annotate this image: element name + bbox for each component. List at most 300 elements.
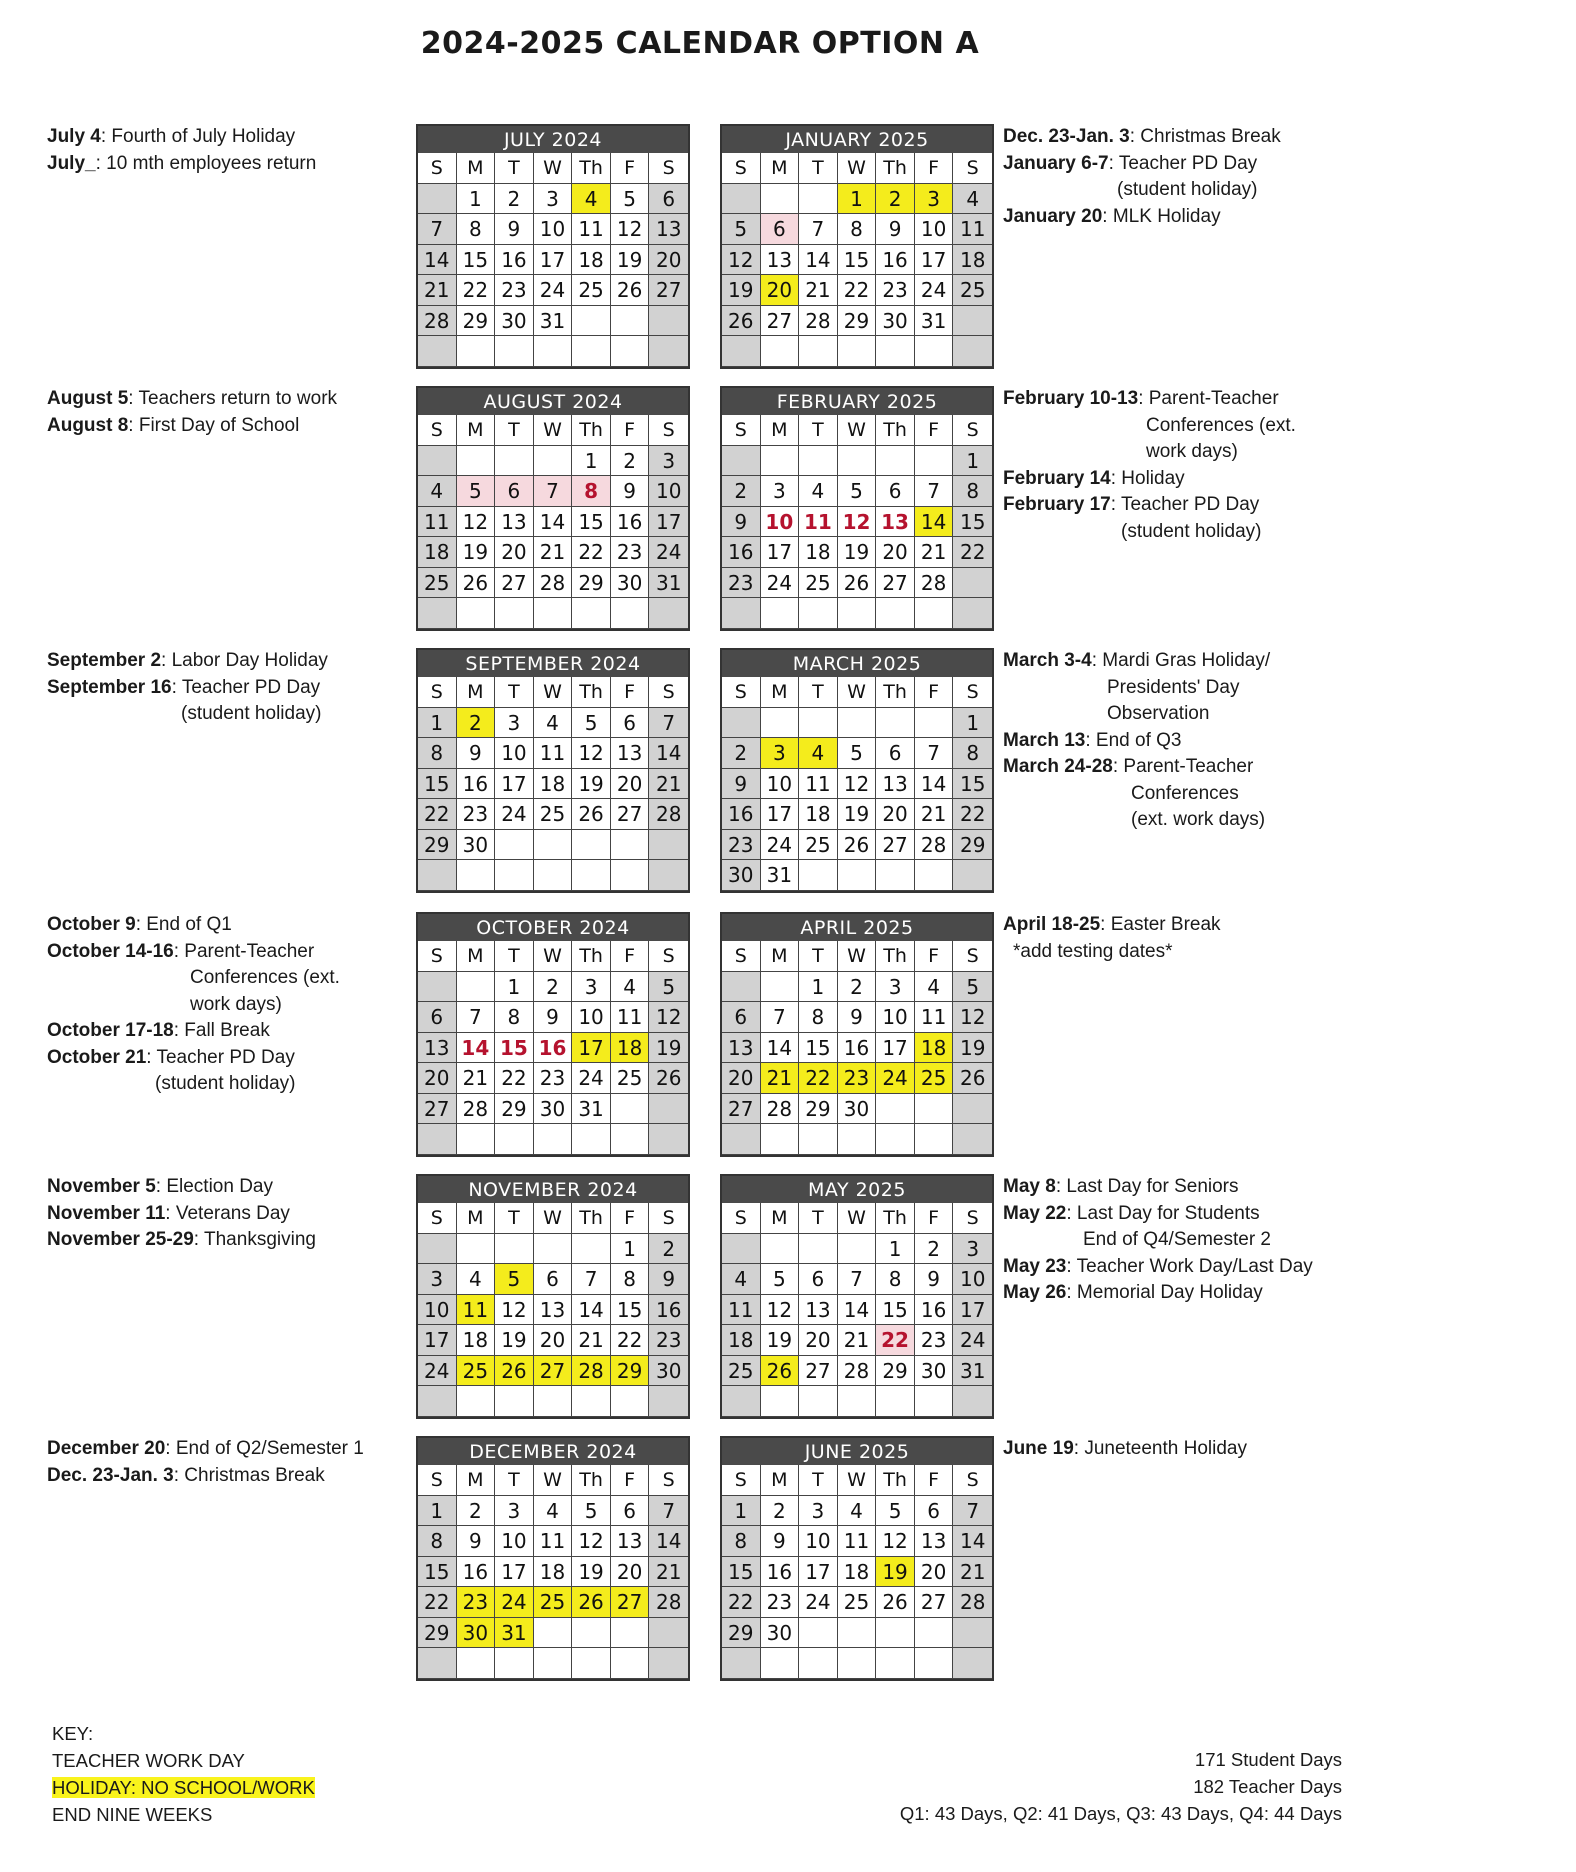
empty-cell: [761, 336, 800, 367]
day-cell: 20: [876, 799, 915, 830]
day-cell: 15: [611, 1295, 650, 1326]
day-cell: 17: [915, 245, 954, 276]
day-cell: 9: [876, 214, 915, 245]
month-calendar: [416, 124, 690, 369]
event-date: October 17-18: [47, 1020, 174, 1041]
event-date: December 20: [47, 1438, 166, 1459]
day-cell: 18: [838, 1557, 877, 1588]
event-note: [1003, 466, 1403, 493]
day-cell: 1: [876, 1234, 915, 1265]
event-note: [1003, 1436, 1403, 1463]
event-note-continuation: Conferences (ext.: [1146, 414, 1296, 436]
weekday-header: T: [495, 677, 534, 708]
day-cell: 2: [838, 972, 877, 1003]
day-cell: 15: [457, 245, 496, 276]
weekday-header: Th: [572, 1465, 611, 1496]
event-note-continuation: (student holiday): [1121, 520, 1262, 542]
weekday-header: T: [799, 153, 838, 184]
event-text: : End of Q2/Semester 1: [165, 1438, 364, 1459]
empty-cell: [953, 1648, 992, 1679]
empty-cell: [495, 1124, 534, 1155]
day-cell: 31: [495, 1618, 534, 1649]
day-cell: 10: [761, 769, 800, 800]
day-cell: 28: [457, 1094, 496, 1125]
day-cell: 27: [761, 306, 800, 337]
day-cell: 4: [611, 972, 650, 1003]
event-note-continuation: (student holiday): [1117, 179, 1258, 200]
day-cell: 15: [572, 507, 611, 538]
event-note: [47, 675, 407, 702]
right-event-notes: [1003, 1174, 1403, 1307]
day-cell: 13: [876, 507, 915, 538]
day-cell: 21: [953, 1557, 992, 1588]
empty-cell: [722, 1386, 761, 1417]
day-cell: 8: [418, 738, 457, 769]
event-note-continuation: Conferences (ext.: [190, 967, 340, 988]
day-cell: 31: [915, 306, 954, 337]
day-cell: 5: [953, 972, 992, 1003]
day-cell: 10: [953, 1264, 992, 1295]
event-note: [47, 413, 407, 440]
day-cell: 28: [649, 1587, 688, 1618]
day-cell: 2: [876, 184, 915, 215]
page-title: 2024-2025 CALENDAR OPTION A: [420, 26, 980, 61]
day-cell: 16: [649, 1295, 688, 1326]
day-cell: 21: [838, 1325, 877, 1356]
empty-cell: [611, 306, 650, 337]
weekday-header: M: [761, 677, 800, 708]
day-cell: 28: [418, 306, 457, 337]
event-date: May 23: [1003, 1255, 1067, 1277]
day-cell: 5: [495, 1264, 534, 1295]
weekday-header: F: [915, 415, 954, 446]
empty-cell: [799, 1386, 838, 1417]
day-cell: 11: [953, 214, 992, 245]
empty-cell: [838, 708, 877, 739]
empty-cell: [799, 860, 838, 891]
day-cell: 19: [495, 1325, 534, 1356]
day-cell: 7: [534, 476, 573, 507]
day-cell: 9: [534, 1002, 573, 1033]
month-calendar: [416, 1436, 690, 1681]
empty-cell: [799, 184, 838, 215]
empty-cell: [534, 446, 573, 477]
day-cell: 19: [838, 537, 877, 568]
day-cell: 12: [838, 507, 877, 538]
month-calendar: [416, 386, 690, 631]
day-cell: 22: [953, 799, 992, 830]
event-text: : Election Day: [155, 1176, 274, 1197]
empty-cell: [761, 598, 800, 629]
event-note: [1003, 1280, 1403, 1307]
day-cell: 14: [649, 738, 688, 769]
weekday-header: T: [799, 677, 838, 708]
weekday-header: M: [457, 415, 496, 446]
empty-cell: [838, 1618, 877, 1649]
day-cell: 22: [876, 1325, 915, 1356]
event-date: March 13: [1003, 729, 1086, 751]
day-cell: 9: [722, 769, 761, 800]
day-cell: 16: [722, 799, 761, 830]
day-cell: 17: [572, 1033, 611, 1064]
day-cell: 12: [876, 1526, 915, 1557]
calendar-row: [0, 1436, 1576, 1686]
day-cell: 24: [953, 1325, 992, 1356]
empty-cell: [572, 336, 611, 367]
day-cell: 19: [457, 537, 496, 568]
empty-cell: [799, 446, 838, 477]
event-note-continuation: End of Q4/Semester 2: [1083, 1229, 1271, 1250]
day-cell: 21: [649, 769, 688, 800]
empty-cell: [915, 1094, 954, 1125]
day-cell: 15: [495, 1033, 534, 1064]
empty-cell: [953, 1618, 992, 1649]
day-cell: 27: [611, 1587, 650, 1618]
day-cell: 16: [722, 537, 761, 568]
day-cell: 22: [418, 1587, 457, 1618]
day-cell: 11: [534, 738, 573, 769]
weekday-header: T: [495, 941, 534, 972]
day-cell: 18: [457, 1325, 496, 1356]
event-text: : Parent-Teacher: [1138, 388, 1279, 409]
day-cell: 1: [722, 1496, 761, 1527]
day-cell: 13: [915, 1526, 954, 1557]
day-cell: 6: [722, 1002, 761, 1033]
month-calendar: [720, 1436, 994, 1681]
event-text: : Memorial Day Holiday: [1066, 1282, 1263, 1303]
day-cell: 4: [418, 476, 457, 507]
month-calendar: [720, 386, 994, 631]
empty-cell: [722, 1124, 761, 1155]
day-cell: 31: [761, 860, 800, 891]
event-text: : Teacher Work Day/Last Day: [1066, 1255, 1313, 1277]
day-cell: 1: [611, 1234, 650, 1265]
empty-cell: [495, 1648, 534, 1679]
event-note: [1003, 204, 1403, 231]
event-text: : Last Day for Seniors: [1055, 1176, 1239, 1197]
day-cell: 14: [418, 245, 457, 276]
empty-cell: [838, 1648, 877, 1679]
day-cell: 17: [761, 537, 800, 568]
day-cell: 23: [611, 537, 650, 568]
day-cell: 16: [761, 1557, 800, 1588]
empty-cell: [953, 306, 992, 337]
day-cell: 17: [876, 1033, 915, 1064]
event-date: November 5: [47, 1176, 156, 1197]
day-cell: 8: [572, 476, 611, 507]
day-cell: 26: [611, 275, 650, 306]
day-cell: 5: [722, 214, 761, 245]
month-title: OCTOBER 2024: [418, 914, 688, 941]
day-cell: 8: [953, 476, 992, 507]
day-cell: 29: [838, 306, 877, 337]
day-cell: 10: [572, 1002, 611, 1033]
left-event-notes: [47, 648, 407, 728]
empty-cell: [876, 1618, 915, 1649]
day-cell: 25: [534, 1587, 573, 1618]
weekday-header: S: [649, 677, 688, 708]
event-date: January 20: [1003, 205, 1103, 227]
day-cell: 7: [761, 1002, 800, 1033]
event-note: [47, 648, 407, 675]
day-cell: 16: [457, 1557, 496, 1588]
event-date: February 14: [1003, 467, 1111, 489]
month-calendar: [416, 648, 690, 893]
day-cell: 14: [761, 1033, 800, 1064]
day-cell: 30: [876, 306, 915, 337]
empty-cell: [915, 708, 954, 739]
event-note: [47, 1201, 407, 1228]
empty-cell: [611, 1094, 650, 1125]
day-cell: 20: [649, 245, 688, 276]
empty-cell: [953, 336, 992, 367]
left-event-notes: [47, 912, 407, 1098]
day-cell: 24: [799, 1587, 838, 1618]
event-date: February 10-13: [1003, 388, 1139, 409]
day-cell: 12: [649, 1002, 688, 1033]
day-cell: 31: [534, 306, 573, 337]
event-note: [1003, 1254, 1403, 1281]
day-cell: 13: [495, 507, 534, 538]
day-cell: 29: [722, 1618, 761, 1649]
event-date: August 8: [47, 414, 129, 436]
day-cell: 28: [649, 799, 688, 830]
empty-cell: [534, 1618, 573, 1649]
empty-cell: [838, 598, 877, 629]
weekday-header: W: [534, 677, 573, 708]
day-cell: 4: [799, 476, 838, 507]
day-cell: 29: [876, 1356, 915, 1387]
weekday-header: M: [457, 941, 496, 972]
event-text: : End of Q3: [1085, 729, 1182, 751]
day-cell: 10: [799, 1526, 838, 1557]
day-cell: 23: [876, 275, 915, 306]
empty-cell: [457, 860, 496, 891]
empty-cell: [534, 860, 573, 891]
weekday-header: S: [722, 677, 761, 708]
empty-cell: [572, 1234, 611, 1265]
empty-cell: [611, 1386, 650, 1417]
day-cell: 25: [611, 1063, 650, 1094]
empty-cell: [722, 598, 761, 629]
day-cell: 2: [495, 184, 534, 215]
day-cell: 24: [761, 830, 800, 861]
day-cell: 26: [572, 1587, 611, 1618]
empty-cell: [761, 972, 800, 1003]
weekday-header: Th: [876, 415, 915, 446]
day-cell: 22: [838, 275, 877, 306]
event-text: : Holiday: [1110, 467, 1185, 489]
day-cell: 2: [915, 1234, 954, 1265]
day-cell: 14: [915, 769, 954, 800]
month-title: JULY 2024: [418, 126, 688, 153]
day-cell: 12: [761, 1295, 800, 1326]
day-cell: 16: [495, 245, 534, 276]
month-calendar: [416, 1174, 690, 1419]
day-cell: 6: [495, 476, 534, 507]
day-cell: 9: [457, 1526, 496, 1557]
day-cell: 19: [611, 245, 650, 276]
day-cell: 25: [572, 275, 611, 306]
day-cell: 18: [953, 245, 992, 276]
day-cell: 8: [457, 214, 496, 245]
empty-cell: [495, 336, 534, 367]
day-cell: 6: [649, 184, 688, 215]
empty-cell: [722, 184, 761, 215]
day-cell: 30: [457, 1618, 496, 1649]
day-cell: 20: [418, 1063, 457, 1094]
weekday-header: M: [457, 153, 496, 184]
day-cell: 4: [953, 184, 992, 215]
day-cell: 12: [611, 214, 650, 245]
day-cell: 8: [876, 1264, 915, 1295]
day-cell: 25: [457, 1356, 496, 1387]
empty-cell: [876, 860, 915, 891]
day-cell: 16: [611, 507, 650, 538]
day-cell: 5: [611, 184, 650, 215]
weekday-header: M: [761, 1203, 800, 1234]
empty-cell: [722, 1234, 761, 1265]
day-cell: 13: [418, 1033, 457, 1064]
day-cell: 24: [495, 799, 534, 830]
event-text: : Easter Break: [1100, 914, 1221, 935]
day-cell: 22: [953, 537, 992, 568]
day-cell: 3: [572, 972, 611, 1003]
day-cell: 10: [495, 1526, 534, 1557]
event-note: [47, 1045, 407, 1072]
empty-cell: [838, 1234, 877, 1265]
day-cell: 27: [649, 275, 688, 306]
day-cell: 26: [761, 1356, 800, 1387]
empty-cell: [761, 1124, 800, 1155]
day-cell: 24: [761, 568, 800, 599]
day-cell: 11: [915, 1002, 954, 1033]
event-date: Dec. 23-Jan. 3: [47, 1464, 174, 1486]
empty-cell: [838, 1124, 877, 1155]
event-note-continuation: work days): [190, 993, 282, 1015]
empty-cell: [534, 1386, 573, 1417]
weekday-header: W: [838, 941, 877, 972]
empty-cell: [611, 598, 650, 629]
weekday-header: W: [838, 1203, 877, 1234]
day-cell: 5: [457, 476, 496, 507]
day-cell: 25: [799, 830, 838, 861]
month-title: JANUARY 2025: [722, 126, 992, 153]
empty-cell: [495, 860, 534, 891]
day-cell: 29: [799, 1094, 838, 1125]
day-cell: 28: [534, 568, 573, 599]
day-cell: 2: [457, 1496, 496, 1527]
day-cell: 25: [838, 1587, 877, 1618]
day-cell: 26: [649, 1063, 688, 1094]
day-cell: 1: [457, 184, 496, 215]
event-date: March 3-4: [1003, 650, 1092, 671]
day-cell: 13: [611, 738, 650, 769]
day-cell: 12: [722, 245, 761, 276]
day-cell: 23: [915, 1325, 954, 1356]
day-cell: 19: [761, 1325, 800, 1356]
event-date: March 24-28: [1003, 756, 1113, 777]
day-cell: 12: [572, 738, 611, 769]
day-cell: 20: [611, 769, 650, 800]
day-cell: 23: [495, 275, 534, 306]
empty-cell: [722, 708, 761, 739]
day-cell: 26: [572, 799, 611, 830]
day-cell: 9: [838, 1002, 877, 1033]
day-cell: 6: [799, 1264, 838, 1295]
weekday-header: S: [722, 415, 761, 446]
event-text: : Mardi Gras Holiday/: [1091, 650, 1271, 671]
empty-cell: [799, 708, 838, 739]
empty-cell: [457, 598, 496, 629]
weekday-header: Th: [876, 1465, 915, 1496]
day-cell: 15: [418, 1557, 457, 1588]
empty-cell: [799, 1234, 838, 1265]
calendar-row: [0, 124, 1576, 374]
day-cell: 5: [838, 738, 877, 769]
event-text: : 10 mth employees return: [95, 152, 317, 174]
day-cell: 31: [953, 1356, 992, 1387]
day-cell: 20: [799, 1325, 838, 1356]
left-event-notes: [47, 386, 407, 439]
event-date: May 8: [1003, 1176, 1056, 1197]
day-cell: 12: [838, 769, 877, 800]
weekday-header: S: [722, 153, 761, 184]
day-cell: 3: [799, 1496, 838, 1527]
day-cell: 25: [953, 275, 992, 306]
day-cell: 25: [534, 799, 573, 830]
event-date: July 4: [47, 126, 101, 147]
day-cell: 22: [418, 799, 457, 830]
day-cell: 10: [534, 214, 573, 245]
event-note-continuation: work days): [1146, 441, 1238, 462]
day-cell: 5: [572, 708, 611, 739]
empty-cell: [534, 830, 573, 861]
weekday-header: S: [953, 677, 992, 708]
month-title: JUNE 2025: [722, 1438, 992, 1465]
day-cell: 18: [799, 799, 838, 830]
left-event-notes: [47, 1174, 407, 1254]
empty-cell: [761, 1386, 800, 1417]
weekday-header: F: [915, 677, 954, 708]
day-cell: 7: [649, 1496, 688, 1527]
empty-cell: [572, 598, 611, 629]
day-cell: 18: [534, 769, 573, 800]
day-cell: 9: [722, 507, 761, 538]
quarter-days-summary: Q1: 43 Days, Q2: 41 Days, Q3: 43 Days, Q4: 44 Days: [899, 1803, 1342, 1824]
weekday-header: T: [495, 415, 534, 446]
day-cell: 21: [534, 537, 573, 568]
day-cell: 27: [915, 1587, 954, 1618]
empty-cell: [953, 598, 992, 629]
empty-cell: [534, 598, 573, 629]
empty-cell: [534, 1648, 573, 1679]
day-cell: 16: [876, 245, 915, 276]
empty-cell: [649, 306, 688, 337]
event-date: February 17: [1003, 494, 1111, 515]
weekday-header: S: [649, 1203, 688, 1234]
event-note: [1003, 728, 1403, 755]
weekday-header: M: [761, 941, 800, 972]
day-cell: 11: [534, 1526, 573, 1557]
empty-cell: [418, 184, 457, 215]
day-cell: 27: [876, 830, 915, 861]
day-cell: 5: [838, 476, 877, 507]
weekday-header: S: [418, 1465, 457, 1496]
empty-cell: [876, 598, 915, 629]
empty-cell: [761, 708, 800, 739]
empty-cell: [799, 336, 838, 367]
